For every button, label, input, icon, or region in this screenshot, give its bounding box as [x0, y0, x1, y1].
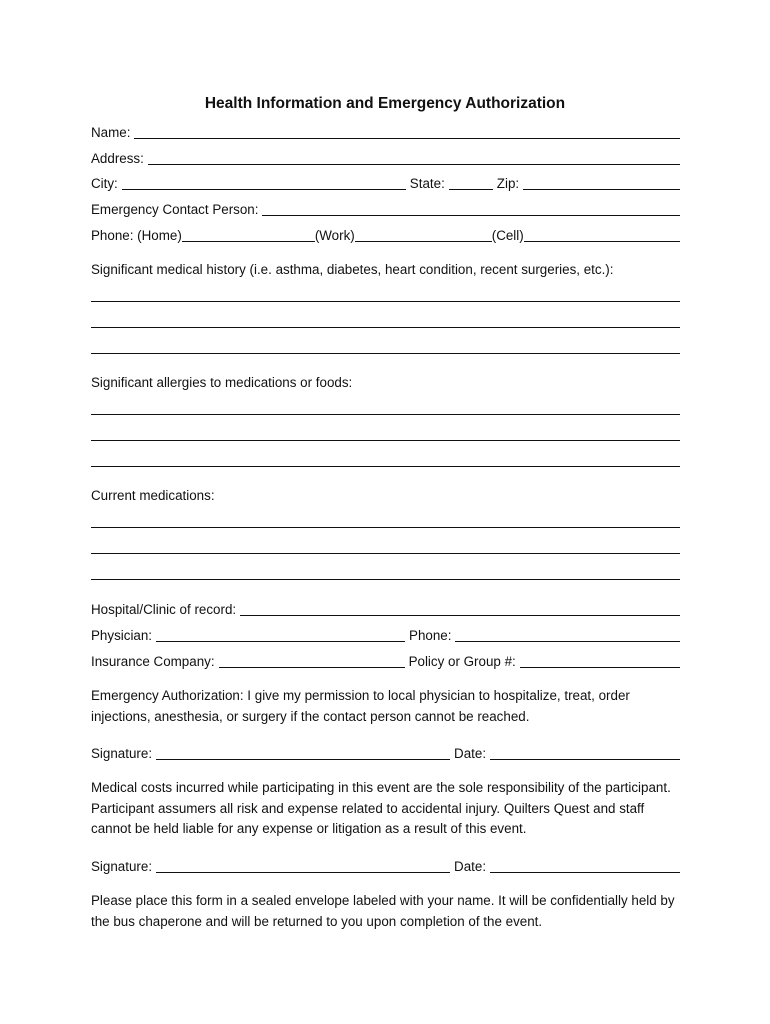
allergies-label: Significant allergies to medications or foods: — [91, 375, 353, 390]
physician-row — [91, 624, 680, 644]
signature-row-2 — [91, 855, 680, 875]
signature-field[interactable] — [156, 745, 450, 760]
name-label: Name: — [91, 125, 131, 140]
name-field[interactable] — [134, 124, 680, 139]
hospital-row — [91, 598, 680, 618]
medications-line[interactable] — [91, 527, 680, 528]
physician-phone-label: Phone: — [409, 628, 452, 643]
name-row — [91, 121, 680, 141]
envelope-text: Please place this form in a sealed envelope labeled with your name. It will be confidentially held by the bus chaperone and will be returned to you upon completion of the event. — [91, 893, 675, 929]
physician-label: Physician: — [91, 628, 153, 643]
date-label: Date: — [454, 859, 487, 874]
state-field[interactable] — [449, 175, 493, 190]
phone-row — [91, 224, 680, 244]
city-label: City: — [91, 176, 118, 191]
medications-line[interactable] — [91, 579, 680, 580]
state-label: State: — [409, 176, 445, 191]
address-label: Address: — [91, 151, 144, 166]
medical-history-line[interactable] — [91, 353, 680, 354]
allergies-line[interactable] — [91, 440, 680, 441]
form-title: Health Information and Emergency Authorization — [204, 95, 566, 112]
phone-work-label: (Work) — [314, 228, 355, 243]
signature-label: Signature: — [91, 746, 153, 761]
insurance-field[interactable] — [219, 653, 405, 668]
emergency-contact-label: Emergency Contact Person: — [91, 202, 259, 217]
signature-row-1 — [91, 742, 680, 762]
hospital-field[interactable] — [240, 601, 680, 616]
physician-phone-field[interactable] — [455, 627, 680, 642]
date-field[interactable] — [490, 745, 680, 760]
address-row — [91, 147, 680, 167]
emergency-contact-row — [91, 198, 680, 218]
medical-history-line[interactable] — [91, 327, 680, 328]
phone-home-label: Phone: (Home) — [91, 228, 182, 243]
zip-field[interactable] — [523, 175, 680, 190]
medications-label: Current medications: — [91, 488, 215, 503]
policy-field[interactable] — [520, 653, 680, 668]
authorization-text: Emergency Authorization: I give my permission to local physician to hospitalize, treat, order injections, anesthesia, or surgery if the contact person cannot be reached. — [91, 688, 630, 724]
date-label: Date: — [454, 746, 487, 761]
hospital-label: Hospital/Clinic of record: — [91, 602, 237, 617]
allergies-line[interactable] — [91, 466, 680, 467]
policy-label: Policy or Group #: — [408, 654, 516, 669]
phone-cell-label: (Cell) — [491, 228, 524, 243]
emergency-contact-field[interactable] — [262, 201, 680, 216]
phone-home-field[interactable] — [182, 227, 315, 242]
phone-cell-field[interactable] — [524, 227, 680, 242]
costs-text: Medical costs incurred while participating in this event are the sole responsibility of the participant. Participant assumers all risk and expense related to accidental injury. Quilters Quest and staff cannot be held liable for any expense or litigation as a result of this event. — [91, 780, 671, 836]
phone-work-field[interactable] — [355, 227, 492, 242]
medical-history-label: Significant medical history (i.e. asthma, diabetes, heart condition, recent surgeries, etc.): — [91, 262, 614, 277]
signature-field[interactable] — [156, 858, 450, 873]
allergies-line[interactable] — [91, 414, 680, 415]
address-field[interactable] — [148, 150, 680, 165]
physician-field[interactable] — [156, 627, 405, 642]
city-field[interactable] — [122, 175, 406, 190]
insurance-row — [91, 650, 680, 670]
date-field[interactable] — [490, 858, 680, 873]
city-state-zip-row — [91, 172, 680, 192]
medications-line[interactable] — [91, 553, 680, 554]
zip-label: Zip: — [496, 176, 520, 191]
medical-history-line[interactable] — [91, 301, 680, 302]
insurance-label: Insurance Company: — [91, 654, 215, 669]
signature-label: Signature: — [91, 859, 153, 874]
